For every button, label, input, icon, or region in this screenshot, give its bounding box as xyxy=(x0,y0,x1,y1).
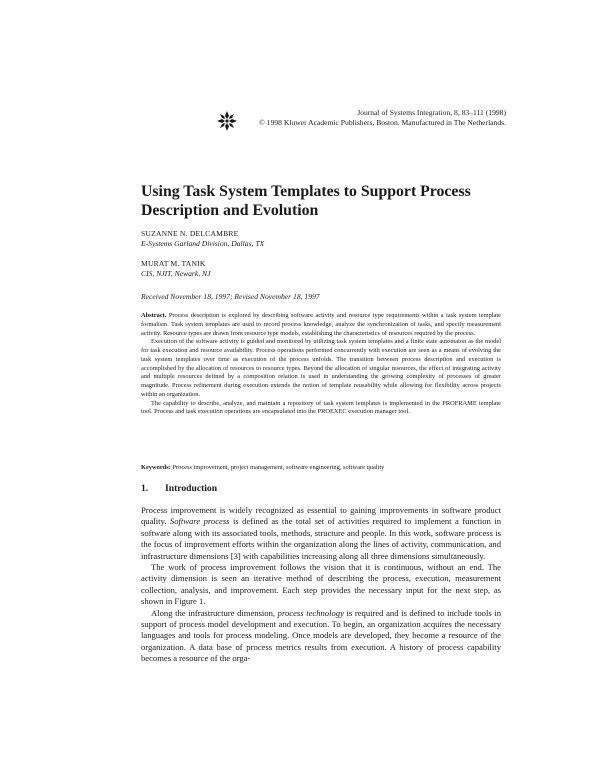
body-paragraph: The work of process improvement follows the vision that it is continuous, without an end. The activity dimension is seen an iterative method of describing the process, execution, measurement collection, analysis, and improvement. Each step provides the necessary input for the next step, as shown in Figure 1. xyxy=(141,562,501,607)
body-paragraph xyxy=(141,505,501,562)
body-text-run: is required and is defined to include tools in support of process model development and execution. To begin, an organization acquires the necessary languages and tools for process modeling. Once models are developed, they become a resource of the organization. A data base of process metrics results from execution. A history of process capability becomes a resource of the orga- xyxy=(141,607,501,664)
copyright-notice: © 1998 Kluwer Academic Publishers, Boston. Manufactured in The Netherlands. xyxy=(259,118,506,127)
abstract-text: Process description is explored by describing software activity and resource type requirements within a task system template formalism. Task system templates are used to record process knowledge, analyze the synchronization of tasks, and specify measurement activity. Resource types are drawn from resource type models, establishing the characteristics of resources required by the process. xyxy=(141,312,501,337)
abstract-paragraph: Execution of the software activity is guided and monitored by utilizing task system templates and a finite state automaton as the model for task execution and resource availability. Process operations performed concurrently with execution are seen as a means of evolving the task system templates over time as execution of the process unfolds. The transition between process description and execution is accomplished by the allocation of resources to resource types. Beyond the allocation of singular resources, the effect of integrating activity and multiple resources defined by a composition relation is used in understanding the growing complexity of processes of greater magnitude. Process refinement during execution extends the notion of template reusability while allowing for flexibility across projects within an organization. xyxy=(141,338,501,398)
section-title: Introduction xyxy=(165,483,218,494)
journal-citation: Journal of Systems Integration, 8, 83–111 (1998) xyxy=(357,108,506,117)
paper-title: Using Task System Templates to Support Process Description and Evolution xyxy=(141,183,471,219)
abstract-label: Abstract. xyxy=(141,312,167,319)
body-emphasis: process technology xyxy=(277,607,344,618)
section-number: 1. xyxy=(141,483,149,494)
author-block xyxy=(141,259,210,279)
body-text-run: is defined as the total set of activities required to implement a function in software along with its associated tools, methods, structure and people. In this work, software process is the focus of improvement efforts within the organization along the lines of activity, communication, and infrastructure dimensions [3] with capabilities increasing along all three dimensions simultaneously. xyxy=(141,516,502,561)
section-heading xyxy=(141,483,217,494)
author-block xyxy=(141,229,264,249)
kluwer-logo-icon xyxy=(216,110,238,132)
abstract-paragraph: The capability to describe, analyze, and maintain a repository of task system templates is implemented in the PROFRAME template tool. Process and task execution operations are encapsulated into the PROEXEC execution manager tool. xyxy=(141,399,501,416)
keywords-text: Process improvement, project management, software engineering, software quality xyxy=(172,464,385,471)
section-body xyxy=(141,505,501,665)
author-name: SUZANNE N. DELCAMBRE xyxy=(141,229,239,238)
abstract-paragraph xyxy=(141,312,501,338)
author-affiliation: E-Systems Garland Division, Dallas, TX xyxy=(141,239,265,248)
body-emphasis: Software process xyxy=(169,516,230,527)
abstract xyxy=(141,312,501,417)
body-text-run: Process improvement is widely recognized as essential to gaining improvements in software product quality. xyxy=(141,505,501,527)
body-text-run: Along the infrastructure dimension, xyxy=(151,607,278,618)
author-name: MURAT M. TANIK xyxy=(141,259,206,268)
received-dates: Received November 18, 1997; Revised November 18, 1997 xyxy=(141,292,320,301)
journal-header xyxy=(216,108,506,138)
keywords xyxy=(141,463,501,472)
body-paragraph xyxy=(141,608,501,665)
author-affiliation: CIS, NJIT, Newark, NJ xyxy=(141,269,211,278)
keywords-label: Keywords: xyxy=(141,464,171,471)
